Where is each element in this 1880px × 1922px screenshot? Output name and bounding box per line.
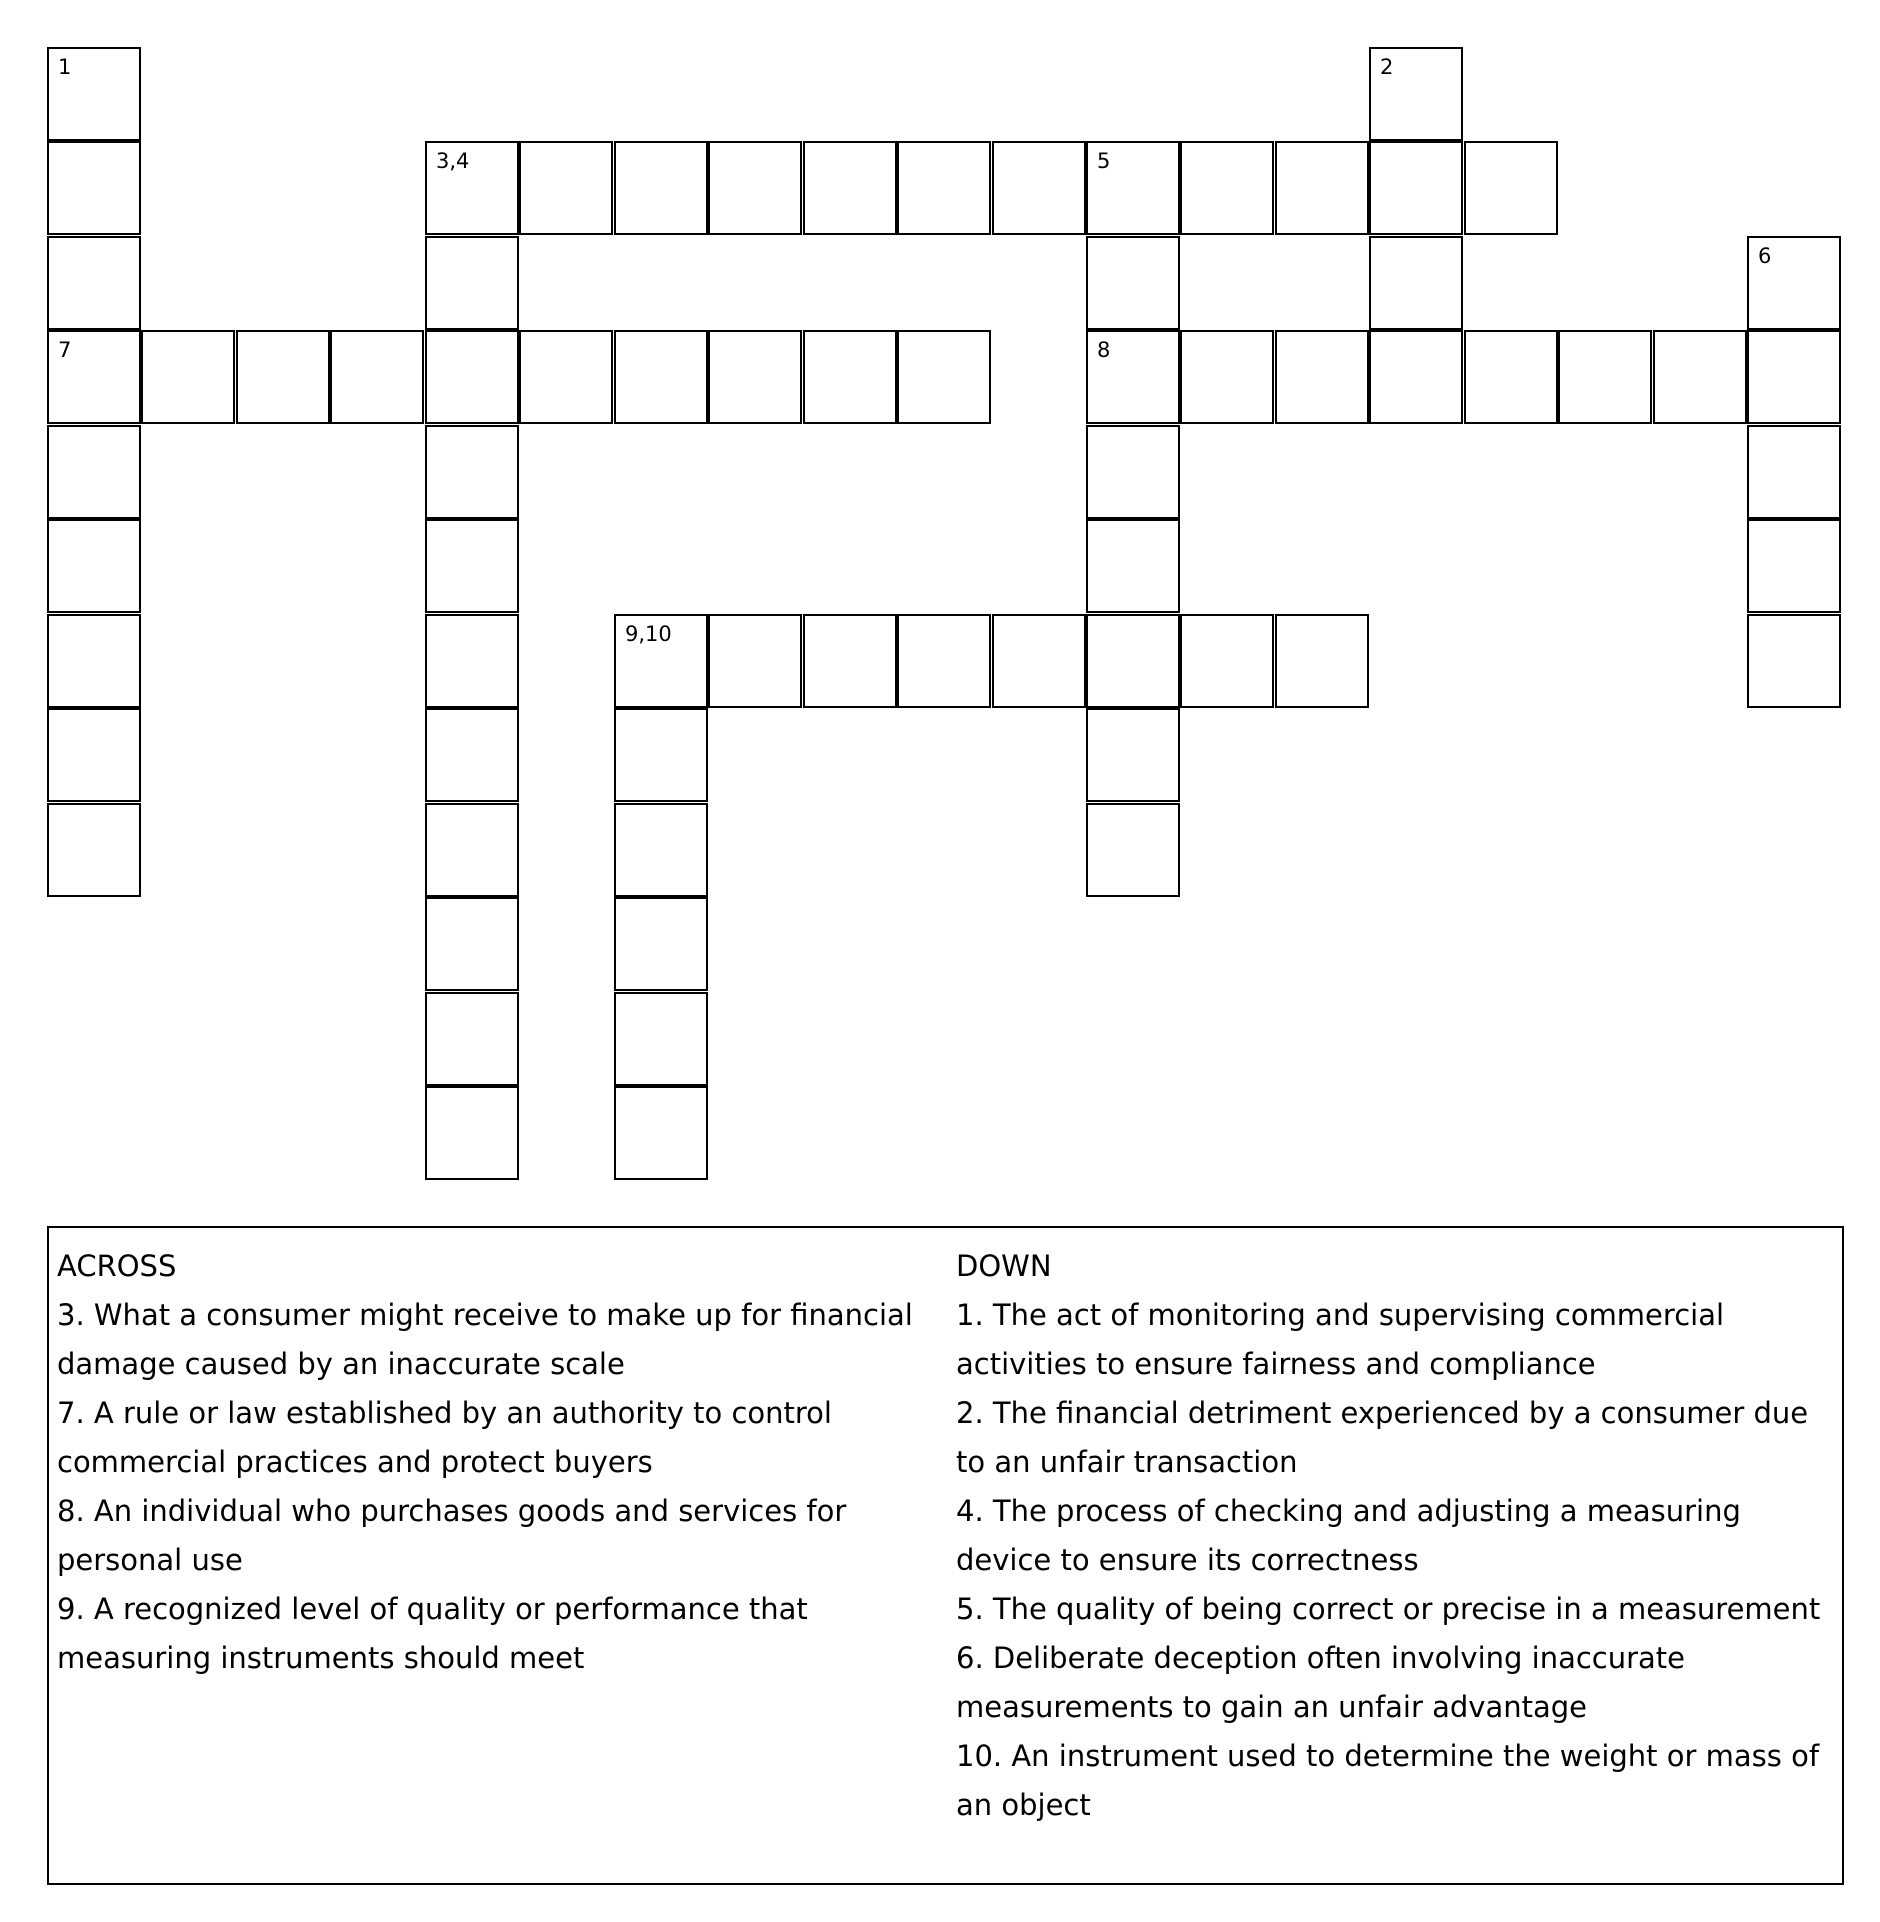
clue-number: 2 <box>1380 55 1394 79</box>
grid-cell[interactable] <box>519 330 613 424</box>
grid-cell[interactable] <box>425 519 519 613</box>
grid-cell[interactable] <box>897 330 991 424</box>
grid-cell[interactable] <box>519 141 613 235</box>
grid-cell[interactable] <box>425 803 519 897</box>
grid-cell[interactable] <box>614 141 708 235</box>
grid-cell[interactable] <box>803 614 897 708</box>
across-heading: ACROSS <box>57 1249 177 1283</box>
grid-cell[interactable] <box>47 519 141 613</box>
grid-cell[interactable] <box>47 236 141 330</box>
grid-cell[interactable] <box>425 425 519 519</box>
grid-cell[interactable] <box>47 803 141 897</box>
clues-box <box>47 1226 1844 1885</box>
grid-cell[interactable] <box>614 897 708 991</box>
grid-cell[interactable] <box>1369 47 1463 141</box>
clue-number: 6 <box>1758 244 1772 268</box>
grid-cell[interactable] <box>425 141 519 235</box>
grid-cell[interactable] <box>425 236 519 330</box>
grid-cell[interactable] <box>1747 614 1841 708</box>
grid-cell[interactable] <box>897 614 991 708</box>
grid-cell[interactable] <box>1747 236 1841 330</box>
grid-cell[interactable] <box>897 141 991 235</box>
grid-cell[interactable] <box>1369 330 1463 424</box>
grid-cell[interactable] <box>1086 425 1180 519</box>
across-clue-9: 9. A recognized level of quality or performance that measuring instruments should meet <box>57 1592 808 1675</box>
grid-cell[interactable] <box>1653 330 1747 424</box>
down-column <box>956 1242 1841 1830</box>
grid-cell[interactable] <box>1086 519 1180 613</box>
clue-number: 8 <box>1097 338 1111 362</box>
grid-cell[interactable] <box>614 330 708 424</box>
grid-cell[interactable] <box>425 897 519 991</box>
grid-cell[interactable] <box>1086 708 1180 802</box>
grid-cell[interactable] <box>425 330 519 424</box>
down-clue-5: 5. The quality of being correct or precise in a measurement <box>956 1592 1821 1626</box>
grid-cell[interactable] <box>425 708 519 802</box>
down-clue-2: 2. The financial detriment experienced by a consumer due to an unfair transaction <box>956 1396 1809 1479</box>
grid-cell[interactable] <box>1180 614 1274 708</box>
down-clue-10: 10. An instrument used to determine the weight or mass of an object <box>956 1739 1820 1822</box>
grid-cell[interactable] <box>708 141 802 235</box>
clue-number: 9,10 <box>625 622 672 646</box>
clue-number: 7 <box>58 338 72 362</box>
grid-cell[interactable] <box>1086 236 1180 330</box>
grid-cell[interactable] <box>1747 330 1841 424</box>
clue-number: 5 <box>1097 149 1111 173</box>
grid-cell[interactable] <box>425 614 519 708</box>
clue-number: 1 <box>58 55 72 79</box>
grid-cell[interactable] <box>992 141 1086 235</box>
grid-cell[interactable] <box>1086 330 1180 424</box>
clue-number: 3,4 <box>436 149 470 173</box>
down-clue-6: 6. Deliberate deception often involving inaccurate measurements to gain an unfair advantage <box>956 1641 1686 1724</box>
grid-cell[interactable] <box>614 1086 708 1180</box>
grid-cell[interactable] <box>141 330 235 424</box>
grid-cell[interactable] <box>47 425 141 519</box>
grid-cell[interactable] <box>236 330 330 424</box>
grid-cell[interactable] <box>614 614 708 708</box>
across-clue-8: 8. An individual who purchases goods and services for personal use <box>57 1494 847 1577</box>
grid-cell[interactable] <box>425 992 519 1086</box>
grid-cell[interactable] <box>708 330 802 424</box>
grid-cell[interactable] <box>1464 141 1558 235</box>
grid-cell[interactable] <box>330 330 424 424</box>
down-clue-1: 1. The act of monitoring and supervising commercial activities to ensure fairness and compliance <box>956 1298 1725 1381</box>
grid-cell[interactable] <box>425 1086 519 1180</box>
across-column <box>57 1242 952 1683</box>
grid-cell[interactable] <box>47 708 141 802</box>
grid-cell[interactable] <box>708 614 802 708</box>
grid-cell[interactable] <box>1086 614 1180 708</box>
grid-cell[interactable] <box>803 330 897 424</box>
grid-cell[interactable] <box>614 803 708 897</box>
grid-cell[interactable] <box>1275 330 1369 424</box>
grid-cell[interactable] <box>1275 614 1369 708</box>
grid-cell[interactable] <box>1086 803 1180 897</box>
grid-cell[interactable] <box>1086 141 1180 235</box>
grid-cell[interactable] <box>47 330 141 424</box>
grid-cell[interactable] <box>1180 330 1274 424</box>
across-clue-3: 3. What a consumer might receive to make up for financial damage caused by an inaccurate scale <box>57 1298 913 1381</box>
across-clue-7: 7. A rule or law established by an authority to control commercial practices and protect buyers <box>57 1396 832 1479</box>
grid-cell[interactable] <box>1747 425 1841 519</box>
grid-cell[interactable] <box>1747 519 1841 613</box>
grid-cell[interactable] <box>1369 236 1463 330</box>
grid-cell[interactable] <box>47 614 141 708</box>
grid-cell[interactable] <box>47 141 141 235</box>
grid-cell[interactable] <box>992 614 1086 708</box>
grid-cell[interactable] <box>1275 141 1369 235</box>
grid-cell[interactable] <box>47 47 141 141</box>
down-clue-4: 4. The process of checking and adjusting a measuring device to ensure its correctness <box>956 1494 1741 1577</box>
grid-cell[interactable] <box>614 708 708 802</box>
grid-cell[interactable] <box>1180 141 1274 235</box>
grid-cell[interactable] <box>614 992 708 1086</box>
grid-cell[interactable] <box>803 141 897 235</box>
down-heading: DOWN <box>956 1249 1052 1283</box>
grid-cell[interactable] <box>1558 330 1652 424</box>
grid-cell[interactable] <box>1369 141 1463 235</box>
grid-cell[interactable] <box>1464 330 1558 424</box>
